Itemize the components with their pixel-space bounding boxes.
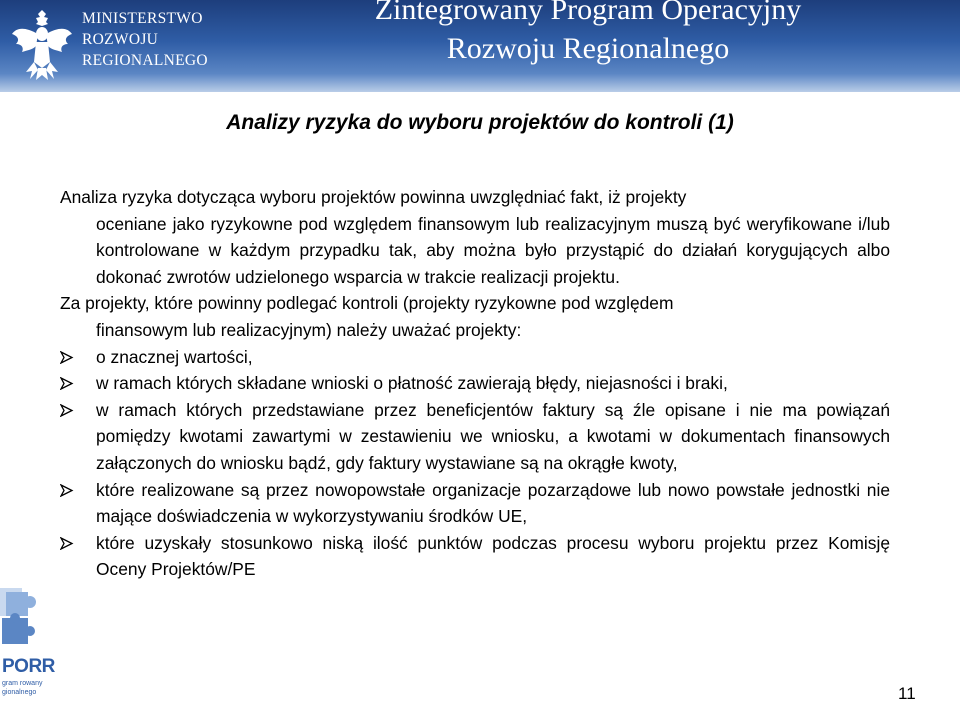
list-item — [60, 477, 890, 530]
intro-lead-line: Analiza ryzyka dotycząca wyboru projektów powinna uwzględniać fakt, iż projekty — [60, 187, 687, 207]
slide-title: Analizy ryzyka do wyboru projektów do kontroli (1) — [226, 111, 734, 134]
arrow-bullet-icon — [60, 404, 74, 417]
arrow-bullet-icon — [60, 484, 74, 497]
second-rest: finansowym lub realizacyjnym) należy uważać projekty: — [96, 319, 522, 340]
list-item-text: w ramach których składane wnioski o płatność zawierają błędy, niejasności i braki, — [96, 373, 728, 394]
arrow-bullet-icon — [60, 351, 74, 364]
list-item-text: które uzyskały stosunkowo niską ilość punktów podczas procesu wyboru projektu przez Komisję Oceny Projektów/PE — [96, 532, 890, 580]
program-title-line-2: Rozwoju Regionalnego — [446, 32, 730, 65]
intro-paragraph — [60, 184, 890, 290]
arrow-bullet-icon — [60, 377, 74, 390]
ministry-line-1: MINISTERSTWO — [82, 10, 203, 27]
list-item — [60, 344, 890, 371]
eagle-emblem-icon — [10, 4, 74, 86]
intro-rest: oceniane jako ryzykowne pod względem finansowym lub realizacyjnym muszą być weryfikowane i/lub kontrolowane w każdym przypadku tak, aby można było przystąpić do działań korygujących albo dokonać zwrotów udzielonego wsparcia w trakcie realizacji projektu. — [96, 213, 890, 287]
list-item — [60, 370, 890, 397]
logo-label: PORR — [2, 656, 55, 677]
second-paragraph — [60, 290, 890, 343]
ministry-line-3: REGIONALNEGO — [82, 52, 208, 69]
program-title-line-1: Zintegrowany Program Operacyjny — [374, 0, 802, 26]
ministry-line-2: ROZWOJU — [82, 31, 159, 48]
logo-subtext: gram rowany gionalnego — [2, 680, 43, 696]
list-item — [60, 530, 890, 583]
list-item-text: o znacznej wartości, — [96, 346, 253, 367]
page-number: 11 — [898, 684, 916, 703]
ministry-name — [82, 8, 208, 71]
list-item — [60, 397, 890, 477]
list-item-text: które realizowane są przez nowopowstałe organizacje pozarządowe lub nowo powstałe jednostki nie mające doświadczenia w wykorzystywaniu środków UE, — [96, 479, 890, 527]
slide-content — [60, 184, 890, 583]
second-lead-line: Za projekty, które powinny podlegać kontroli (projekty ryzykowne pod względem — [60, 293, 674, 314]
list-item-text: w ramach których przedstawiane przez beneficjentów faktury są źle opisane i nie ma powiązań pomiędzy kwotami zawartymi w zestawieniu we wniosku, a kwotami w dokumentach finansowych załączonych do wniosku bądź, gdy faktury wystawiane są na okrągłe kwoty, — [96, 399, 890, 473]
program-title — [288, 0, 888, 68]
arrow-bullet-icon — [60, 537, 74, 550]
